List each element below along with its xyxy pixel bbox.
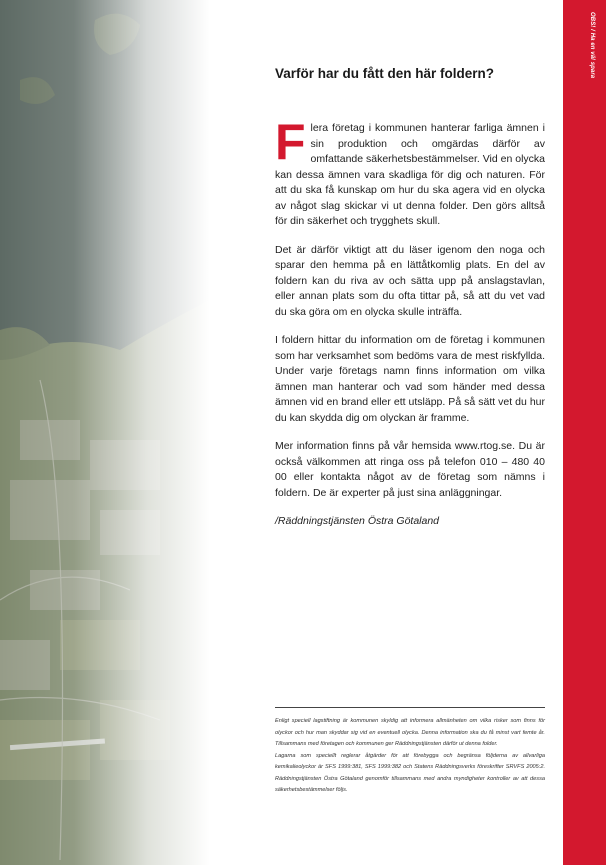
footnotes xyxy=(275,716,545,797)
footnote-divider xyxy=(275,707,545,708)
paragraph-2: Det är därför viktigt att du läser igenom den noga och sparar den hemma på en lättåtkomlig plats. En del av foldern kan du riva av och sätta upp på anslagstavlan, eller annan plats som du ofta tittar på, så att du vet vad du ska göra om en olycka skulle inträffa. xyxy=(275,243,545,318)
red-side-strip xyxy=(563,0,606,865)
aerial-fade-overlay xyxy=(0,0,210,865)
intro-text: lera företag i kommunen hanterar farliga ämnen i sin produktion och omgärdas därför av omfattande säkerhetsbestämmelser. Vid en olycka kan dessa ämnen vara skadliga för dig och naturen. För att du ska få kunskap om hur du ska agera vid en olycka av något slag skickar vi ut denna folder. Den görs alltså för din säkerhet och trygghets skull. xyxy=(275,122,545,227)
aerial-photo xyxy=(0,0,210,865)
dropcap-letter: F xyxy=(275,114,306,170)
footnote-1: Enligt speciell lagstiftning är kommunen skyldig att informera allmänheten om vilka risker som finns för olyckor och hur man skyddar sig vid en eventuell olycka. Denna information ska du få minst vart femte år. Tillsammans med företagen och kommunen ger Räddningstjänsten därför ut denna folder. xyxy=(275,718,545,747)
footnote-2: Lagarna som speciellt reglerar åtgärder för att förebygga och begränsa följderna av allvarliga kemikalieolyckor är SFS 1999:381, SFS 1999:382 och Statens Räddningsverks föreskrifter SRVFS 2005:2. Räddningstjänsten Östra Götaland genomför tillsammans med andra myndigheter kontroller av att dessa säkerhetsbestämmelser följs. xyxy=(275,752,545,793)
body-text xyxy=(275,114,545,543)
page-title: Varför har du fått den här foldern? xyxy=(275,66,495,81)
side-strip-label: OBS! / Ha en väl spara xyxy=(589,12,595,79)
signature: /Räddningstjänsten Östra Götaland xyxy=(275,515,440,527)
paragraph-3: I foldern hittar du information om de företag i kommunen som har verksamhet som bedöms vara de mest riskfyllda. Under varje företags namn finns information om vilka ämnen man hanterar och vad som händer med dessa ämnen vid en brand eller ett utsläpp. På så sätt vet du hur du kan skydda dig om olyckan är framme. xyxy=(275,334,545,424)
intro-paragraph xyxy=(275,114,545,230)
paragraph-4: Mer information finns på vår hemsida www.rtog.se. Du är också välkommen att ringa oss på telefon 010 – 480 40 00 eller kontakta något av de företag som nämns i foldern. De är experter på just sina anläggningar. xyxy=(275,440,545,499)
